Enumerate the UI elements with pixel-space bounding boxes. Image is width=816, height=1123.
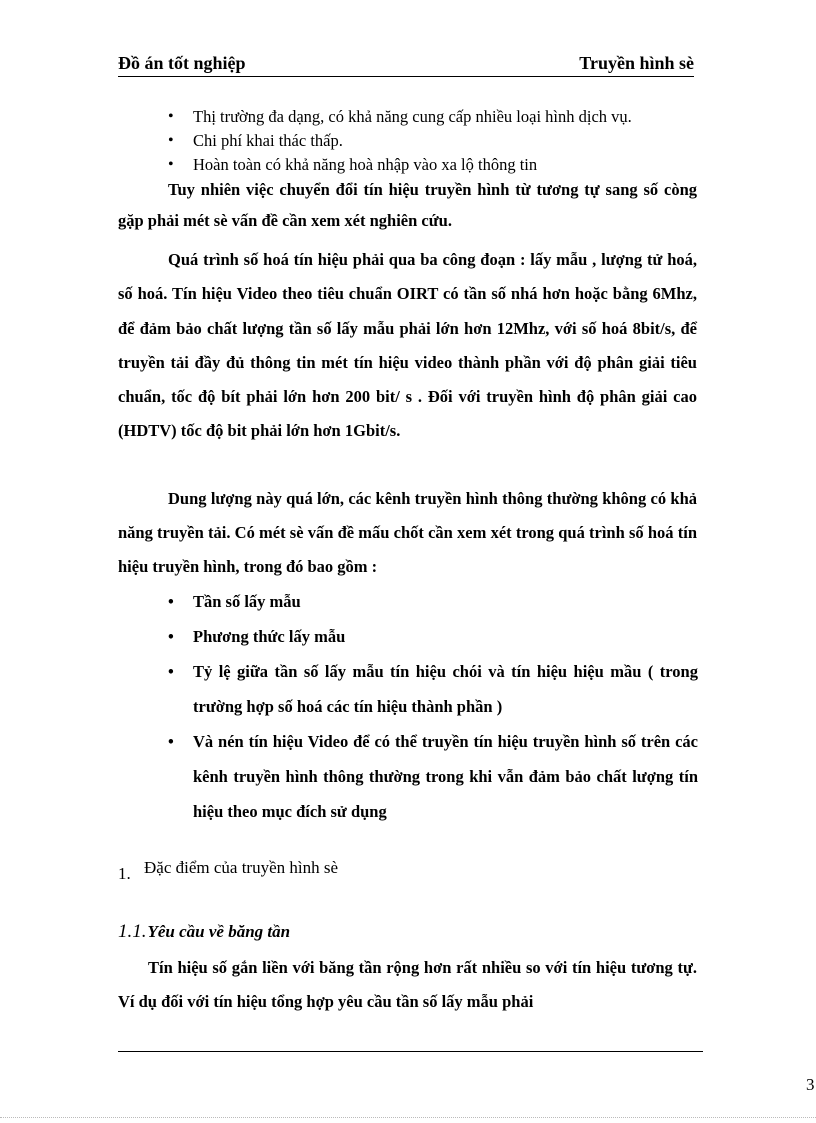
subsection-number: 1.1. <box>118 921 147 942</box>
subsection-heading <box>118 921 290 943</box>
list-item: • Tần số lấy mẫu <box>168 584 698 619</box>
key-issues-list <box>168 584 698 829</box>
subsection-title: Yêu cầu về băng tần <box>147 922 291 941</box>
header-chapter-title: Truyền hình sè <box>579 53 694 73</box>
paragraph-digitization: Quá trình số hoá tín hiệu phải qua ba công đoạn : lấy mẫu , lượng tử hoá, số hoá. Tín hiệu Video theo tiêu chuẩn OIRT có tần số nhá hơn hoặc bằng 6Mhz, để đảm bảo chất lượng tần số lấy mẫu phải lớn hơn 12Mhz, với số hoá 8bit/s, để truyền tải đầy đủ thông tin mét tín hiệu video thành phần với độ phân giải tiêu chuẩn, tốc độ bít phải lớn hơn 200 bit/ s . Đối với truyền hình độ phân giải cao (HDTV) tốc độ bit phải lớn hơn 1Gbit/s. <box>118 250 697 441</box>
paragraph-bandwidth-issue: Dung lượng này quá lớn, các kênh truyền hình thông thường không có khả năng truyền tải. Có mét sè vấn đề mấu chốt cần xem xét trong quá trình số hoá tín hiệu truyền hình, trong đó bao gồm : <box>118 489 697 576</box>
section-title: Đặc điểm của truyền hình sè <box>144 858 339 877</box>
page-number: 3 <box>806 1075 815 1094</box>
paragraph-challenges: Tuy nhiên việc chuyển đổi tín hiệu truyền hình từ tương tự sang số còng gặp phải mét sè vấn đề cần xem xét nghiên cứu. <box>118 180 697 230</box>
list-item: • Phương thức lấy mẫu <box>168 619 698 654</box>
header-document-title: Đồ án tốt nghiệp <box>118 53 246 73</box>
section-number: 1. <box>118 864 131 883</box>
page-header <box>118 52 694 77</box>
advantages-list <box>168 105 708 177</box>
paragraph-bandwidth-requirement: Tín hiệu số gắn liền với băng tần rộng hơn rất nhiều so với tín hiệu tương tự. Ví dụ đối với tín hiệu tổng hợp yêu cầu tần số lấy mẫu phải <box>118 958 697 1011</box>
list-item: • Và nén tín hiệu Video để có thể truyền tín hiệu truyền hình số trên các kênh truyền hình thông thường trong khi vẫn đảm bảo chất lượng tín hiệu theo mục đích sử dụng <box>168 724 698 829</box>
page-edge-divider <box>0 1117 816 1118</box>
section-heading <box>118 858 339 883</box>
list-item: • Hoàn toàn có khả năng hoà nhập vào xa lộ thông tin <box>168 153 708 177</box>
footer-divider <box>118 1051 703 1052</box>
list-item: • Thị trường đa dạng, có khả năng cung cấp nhiều loại hình dịch vụ. <box>168 105 708 129</box>
list-item: • Tỷ lệ giữa tần số lấy mẫu tín hiệu chói và tín hiệu hiệu mầu ( trong trường hợp số hoá các tín hiệu thành phần ) <box>168 654 698 724</box>
list-item: • Chi phí khai thác thấp. <box>168 129 708 153</box>
